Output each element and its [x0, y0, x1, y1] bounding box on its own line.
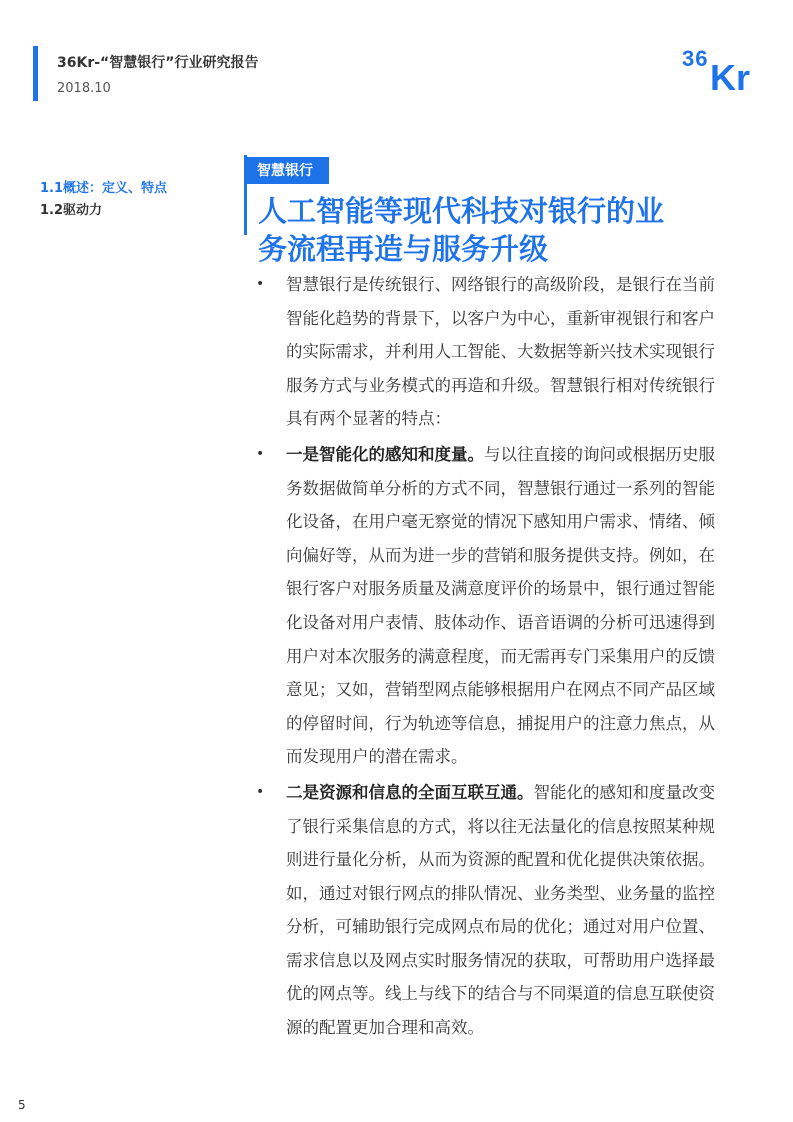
body-text [256, 268, 726, 1047]
paragraph-feature-2 [256, 776, 726, 1045]
section-nav [40, 178, 167, 222]
page-number: 5 [18, 1098, 26, 1112]
logo-text-kr: Kr [710, 57, 751, 94]
nav-item-overview[interactable]: 1.1概述：定义、特点 [40, 181, 168, 196]
bullet: • [256, 783, 265, 800]
logo-text-36: 36 [682, 46, 709, 71]
paragraph-text: 智能化的感知和度量改变了银行采集信息的方式，将以往无法量化的信息按照某种规则进行量化分析，从而为资源的配置和优化提供决策依据。如，通过对银行网点的排队情况、业务类型、业务量的监控分析，可辅助银行完成网点布局的优化；通过对用户位置、需求信息以及网点实时服务情况的获取，可帮助用户选择最优的网点等。线上与线下的结合与不同渠道的信息互联使资源的配置更加合理和高效。 [286, 782, 715, 1038]
paragraph-text: 智慧银行是传统银行、网络银行的高级阶段，是银行在当前智能化趋势的背景下，以客户为中心，重新审视银行和客户的实际需求，并利用人工智能、大数据等新兴技术实现银行服务方式与业务模式的再造和升级。智慧银行相对传统银行具有两个显著的特点： [286, 275, 715, 429]
paragraph-lead: 二是资源和信息的全面互联互通。 [286, 782, 534, 802]
report-title: 36Kr-“智慧银行”行业研究报告 [57, 55, 259, 71]
36kr-logo [682, 44, 762, 94]
nav-item-drivers[interactable]: 1.2驱动力 [40, 203, 103, 218]
report-date: 2018.10 [57, 81, 111, 96]
page-title-line-1: 人工智能等现代科技对银行的业 [258, 194, 665, 228]
page-title-line-2: 务流程再造与服务升级 [258, 232, 549, 266]
bullet: • [256, 445, 265, 462]
paragraph-feature-1 [256, 438, 726, 774]
bullet: • [256, 276, 265, 292]
header-accent-bar [33, 46, 38, 101]
paragraph-intro [256, 268, 726, 436]
section-tag: 智慧银行 [247, 157, 329, 184]
page-title [258, 192, 748, 268]
paragraph-text: 与以往直接的询问或根据历史服务数据做简单分析的方式不同，智慧银行通过一系列的智能化设备，在用户毫无察觉的情况下感知用户需求、情绪、倾向偏好等，从而为进一步的营销和服务提供支持。例如，在银行客户对服务质量及满意度评价的场景中，银行通过智能化设备对用户表情、肢体动作、语音语调的分析可迅速得到用户对本次服务的满意程度，而无需再专门采集用户的反馈意见；又如，营销型网点能够根据用户在网点不同产品区域的停留时间，行为轨迹等信息，捕捉用户的注意力焦点，从而发现用户的潜在需求。 [286, 444, 715, 767]
paragraph-lead: 一是智能化的感知和度量。 [286, 444, 484, 464]
